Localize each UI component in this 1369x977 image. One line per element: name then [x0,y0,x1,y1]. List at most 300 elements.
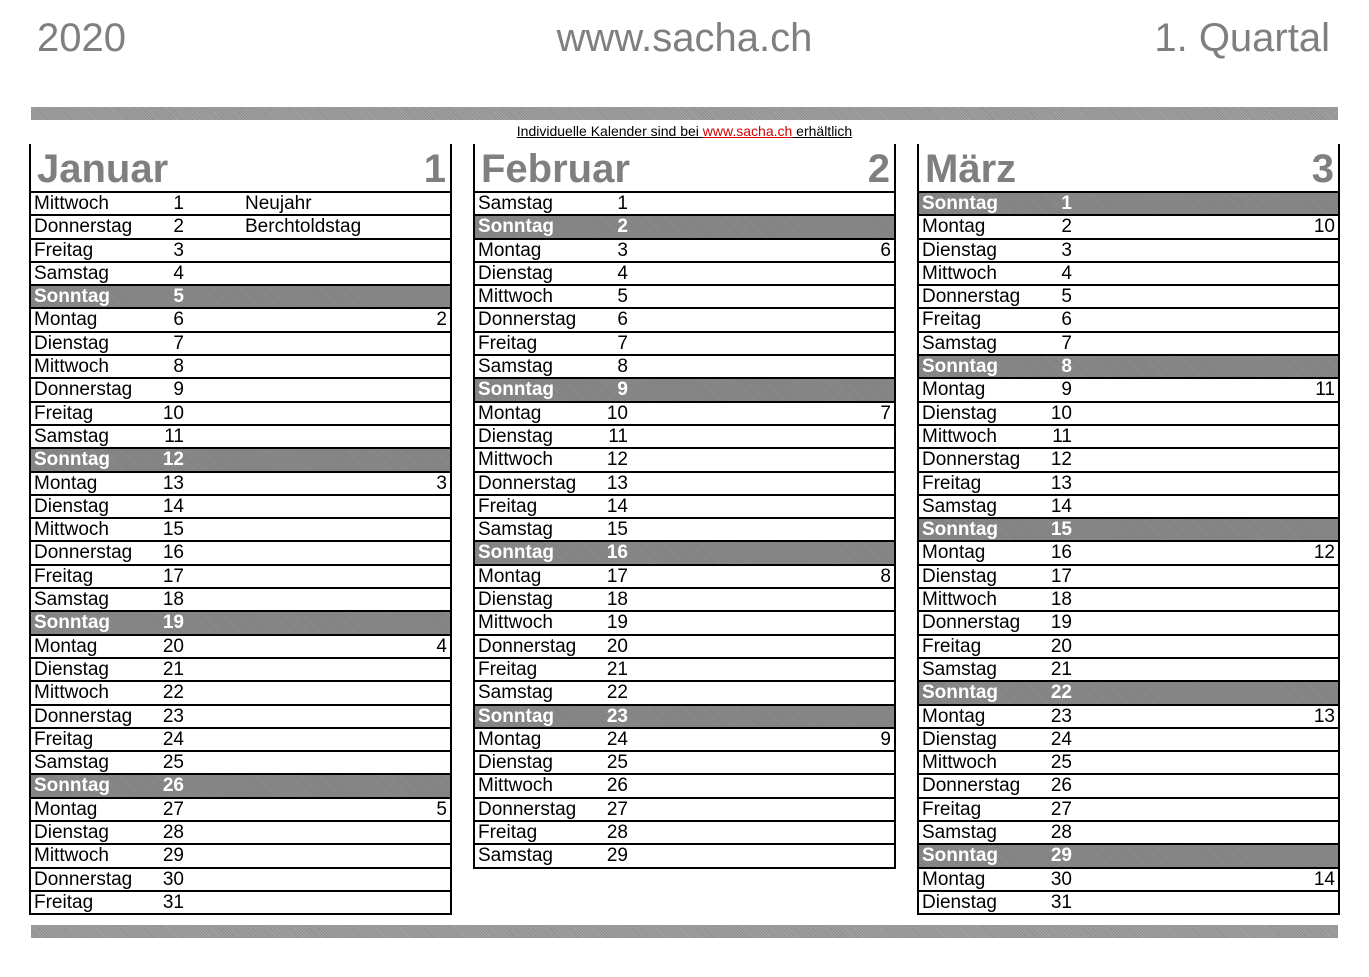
date-number: 18 [606,589,628,611]
weekday-label: Donnerstag [34,705,133,727]
date-number: 26 [606,775,628,797]
day-row [919,216,1338,239]
day-row [475,822,894,845]
holiday-note: Neujahr [245,193,312,214]
date-number: 23 [1050,705,1072,727]
week-number: 8 [880,565,891,587]
date-number: 26 [1050,775,1072,797]
day-row [919,240,1338,263]
day-row [475,473,894,496]
date-number: 6 [1061,309,1072,331]
day-row [475,845,894,868]
date-number: 31 [1050,891,1072,913]
day-row-sunday [919,519,1338,542]
month-number: 2 [867,147,890,191]
day-row [475,193,894,216]
date-number: 11 [1052,425,1072,447]
weekday-label: Freitag [478,495,538,517]
weekday-label: Donnerstag [922,449,1021,471]
date-number: 11 [164,425,184,447]
day-row [31,496,450,519]
date-number: 2 [1061,216,1072,238]
day-row [31,822,450,845]
weekday-label: Sonntag [922,845,998,867]
day-row [31,659,450,682]
site-title: www.sacha.ch [556,16,813,60]
week-number: 3 [436,472,447,494]
date-number: 22 [162,682,184,704]
weekday-label: Mittwoch [478,449,553,471]
date-number: 27 [606,798,628,820]
date-number: 24 [1050,728,1072,750]
date-number: 2 [617,216,628,238]
day-row [31,542,450,565]
weekday-label: Donnerstag [478,309,577,331]
date-number: 24 [162,728,184,750]
weekday-label: Montag [34,635,98,657]
weekday-label: Montag [478,565,542,587]
date-number: 15 [1050,519,1072,541]
date-number: 21 [1050,658,1072,680]
day-list [31,191,450,915]
week-number: 10 [1313,216,1335,238]
date-number: 19 [1050,612,1072,634]
day-row [475,799,894,822]
day-row-sunday [475,542,894,565]
day-row [475,589,894,612]
day-row [31,216,450,239]
date-number: 29 [606,845,628,867]
date-number: 4 [1061,262,1072,284]
day-row [31,729,450,752]
weekday-label: Sonntag [34,286,110,308]
date-number: 3 [173,239,184,261]
day-row [919,542,1338,565]
date-number: 5 [1061,286,1072,308]
weekday-label: Sonntag [922,682,998,704]
day-row-sunday [919,682,1338,705]
day-row [475,682,894,705]
weekday-label: Mittwoch [922,752,997,774]
weekday-label: Dienstag [922,891,997,913]
weekday-label: Mittwoch [478,286,553,308]
weekday-label: Sonntag [922,519,998,541]
day-row [919,612,1338,635]
date-number: 22 [1050,682,1072,704]
date-number: 2 [173,216,184,238]
weekday-label: Donnerstag [478,472,577,494]
weekday-label: Donnerstag [478,635,577,657]
weekday-label: Donnerstag [478,798,577,820]
date-number: 12 [606,449,628,471]
weekday-label: Freitag [34,565,94,587]
date-number: 26 [162,775,184,797]
weekday-label: Donnerstag [922,286,1021,308]
weekday-label: Sonntag [478,216,554,238]
date-number: 9 [173,379,184,401]
top-divider-bar [31,107,1338,120]
day-row [919,473,1338,496]
weekday-label: Mittwoch [922,425,997,447]
day-row [475,286,894,309]
weekday-label: Freitag [34,239,94,261]
weekday-label: Mittwoch [478,612,553,634]
weekday-label: Samstag [34,589,109,611]
week-number: 11 [1315,379,1335,401]
day-row [475,729,894,752]
day-row [31,845,450,868]
month-name: Januar [37,147,169,191]
date-number: 25 [606,752,628,774]
day-row-sunday [475,706,894,729]
day-row [475,496,894,519]
weekday-label: Samstag [478,193,553,214]
day-row-sunday [31,612,450,635]
weekday-label: Mittwoch [922,589,997,611]
date-number: 30 [162,868,184,890]
day-row [31,240,450,263]
day-row [31,309,450,332]
date-number: 14 [1050,495,1072,517]
weekday-label: Samstag [922,658,997,680]
month-maerz [917,144,1340,915]
day-row [475,519,894,542]
date-number: 15 [606,519,628,541]
date-number: 7 [617,332,628,354]
weekday-label: Freitag [34,891,94,913]
date-number: 6 [617,309,628,331]
day-row [31,892,450,915]
day-row-sunday [475,216,894,239]
day-row [31,356,450,379]
weekday-label: Mittwoch [34,193,109,214]
weekday-label: Mittwoch [34,356,109,378]
day-row [919,263,1338,286]
weekday-label: Donnerstag [34,216,133,238]
date-number: 27 [162,798,184,820]
weekday-label: Dienstag [34,495,109,517]
date-number: 9 [1061,379,1072,401]
weekday-label: Montag [34,309,98,331]
day-row [919,589,1338,612]
promo-notice [0,123,1369,139]
weekday-label: Montag [922,868,986,890]
weekday-label: Mittwoch [34,682,109,704]
date-number: 12 [162,449,184,471]
calendar-year: 2020 [37,16,126,60]
day-row [31,752,450,775]
month-header [919,144,1338,191]
weekday-label: Sonntag [34,449,110,471]
quarter-title: 1. Quartal [1154,16,1330,60]
date-number: 21 [606,658,628,680]
day-row-sunday [919,193,1338,216]
day-row-sunday [919,356,1338,379]
day-row [31,426,450,449]
date-number: 23 [162,705,184,727]
weekday-label: Freitag [34,402,94,424]
day-row [475,775,894,798]
weekday-label: Dienstag [478,262,553,284]
date-number: 25 [1050,752,1072,774]
month-header [475,144,894,191]
date-number: 22 [606,682,628,704]
day-row [475,566,894,589]
date-number: 7 [173,332,184,354]
month-name: Februar [481,147,630,191]
day-row [31,682,450,705]
week-number: 7 [880,402,891,424]
week-number: 14 [1313,868,1335,890]
day-row [31,379,450,402]
date-number: 7 [1061,332,1072,354]
date-number: 15 [162,519,184,541]
date-number: 11 [608,425,628,447]
date-number: 1 [1061,193,1072,214]
date-number: 12 [1050,449,1072,471]
day-row-sunday [31,286,450,309]
weekday-label: Samstag [922,495,997,517]
month-number: 3 [1311,147,1334,191]
day-row [919,729,1338,752]
weekday-label: Mittwoch [478,775,553,797]
day-row [31,706,450,729]
day-row [31,869,450,892]
day-row [475,636,894,659]
day-row [919,496,1338,519]
day-row [475,333,894,356]
date-number: 8 [1061,356,1072,378]
date-number: 10 [1050,402,1072,424]
date-number: 20 [606,635,628,657]
date-number: 13 [606,472,628,494]
weekday-label: Sonntag [922,193,998,214]
weekday-label: Freitag [922,798,982,820]
weekday-label: Donnerstag [922,612,1021,634]
weekday-label: Samstag [478,356,553,378]
month-name: März [925,147,1017,191]
date-number: 29 [1050,845,1072,867]
weekday-label: Samstag [478,519,553,541]
bottom-divider-bar [31,925,1338,938]
date-number: 4 [173,262,184,284]
weekday-label: Mittwoch [922,262,997,284]
weekday-label: Dienstag [478,752,553,774]
weekday-label: Dienstag [922,402,997,424]
weekday-label: Dienstag [478,425,553,447]
weekday-label: Freitag [478,332,538,354]
weekday-label: Montag [922,542,986,564]
date-number: 18 [1050,589,1072,611]
weekday-label: Montag [922,216,986,238]
weekday-label: Samstag [34,425,109,447]
weekday-label: Sonntag [34,612,110,634]
day-row-sunday [31,449,450,472]
weekday-label: Donnerstag [34,868,133,890]
weekday-label: Montag [478,728,542,750]
day-row [31,403,450,426]
date-number: 10 [162,402,184,424]
day-row [475,752,894,775]
date-number: 17 [162,565,184,587]
day-row [475,263,894,286]
weekday-label: Mittwoch [34,519,109,541]
day-row [919,822,1338,845]
day-row [919,403,1338,426]
day-row-sunday [475,379,894,402]
weekday-label: Freitag [478,822,538,844]
date-number: 13 [1050,472,1072,494]
day-row [919,449,1338,472]
date-number: 19 [606,612,628,634]
date-number: 23 [606,705,628,727]
date-number: 16 [1050,542,1072,564]
date-number: 30 [1050,868,1072,890]
weekday-label: Freitag [478,658,538,680]
weekday-label: Samstag [34,262,109,284]
day-row [475,426,894,449]
month-februar [473,144,896,869]
weekday-label: Montag [478,239,542,261]
weekday-label: Dienstag [478,589,553,611]
weekday-label: Samstag [922,332,997,354]
weekday-label: Donnerstag [34,379,133,401]
weekday-label: Samstag [478,845,553,867]
date-number: 14 [162,495,184,517]
weekday-label: Dienstag [922,565,997,587]
promo-link[interactable]: www.sacha.ch [702,123,793,139]
day-row [31,333,450,356]
date-number: 28 [162,822,184,844]
date-number: 3 [617,239,628,261]
date-number: 5 [173,286,184,308]
promo-text-pre: Individuelle Kalender sind bei [516,123,703,139]
weekday-label: Mittwoch [34,845,109,867]
weekday-label: Freitag [922,472,982,494]
weekday-label: Montag [922,705,986,727]
week-number: 5 [436,798,447,820]
date-number: 17 [606,565,628,587]
date-number: 8 [173,356,184,378]
day-row [31,263,450,286]
day-row [919,799,1338,822]
date-number: 10 [606,402,628,424]
weekday-label: Montag [922,379,986,401]
week-number: 13 [1313,705,1335,727]
promo-text-post: erhältlich [792,123,853,139]
week-number: 9 [880,728,891,750]
date-number: 17 [1050,565,1072,587]
month-januar [29,144,452,915]
weekday-label: Donnerstag [922,775,1021,797]
date-number: 1 [173,193,184,214]
weekday-label: Montag [478,402,542,424]
date-number: 21 [162,658,184,680]
date-number: 25 [162,752,184,774]
weekday-label: Sonntag [478,705,554,727]
date-number: 18 [162,589,184,611]
date-number: 20 [1050,635,1072,657]
day-row [31,566,450,589]
day-row [919,286,1338,309]
day-row [919,426,1338,449]
day-row [919,752,1338,775]
day-row [919,636,1338,659]
week-number: 2 [436,309,447,331]
date-number: 28 [1050,822,1072,844]
day-row [919,566,1338,589]
day-row [919,775,1338,798]
month-header [31,144,450,191]
date-number: 5 [617,286,628,308]
week-number: 12 [1313,542,1335,564]
date-number: 14 [606,495,628,517]
weekday-label: Freitag [922,635,982,657]
date-number: 31 [162,891,184,913]
date-number: 29 [162,845,184,867]
weekday-label: Montag [34,798,98,820]
date-number: 16 [162,542,184,564]
holiday-note: Berchtoldstag [245,216,362,238]
day-row [31,799,450,822]
weekday-label: Dienstag [922,728,997,750]
day-row [31,473,450,496]
day-list [475,191,894,869]
day-row [31,193,450,216]
date-number: 6 [173,309,184,331]
day-row [475,309,894,332]
day-row [31,519,450,542]
day-list [919,191,1338,915]
week-number: 6 [880,239,891,261]
weekday-label: Sonntag [478,379,554,401]
date-number: 20 [162,635,184,657]
weekday-label: Donnerstag [34,542,133,564]
day-row [919,379,1338,402]
weekday-label: Dienstag [34,332,109,354]
weekday-label: Freitag [922,309,982,331]
date-number: 28 [606,822,628,844]
date-number: 3 [1061,239,1072,261]
date-number: 24 [606,728,628,750]
date-number: 27 [1050,798,1072,820]
day-row [31,589,450,612]
day-row [919,659,1338,682]
date-number: 19 [162,612,184,634]
weekday-label: Sonntag [478,542,554,564]
date-number: 1 [617,193,628,214]
day-row [475,449,894,472]
weekday-label: Sonntag [922,356,998,378]
day-row [475,240,894,263]
weekday-label: Samstag [34,752,109,774]
weekday-label: Dienstag [34,822,109,844]
day-row [919,309,1338,332]
day-row [475,659,894,682]
month-number: 1 [423,147,446,191]
day-row [919,706,1338,729]
day-row-sunday [919,845,1338,868]
weekday-label: Freitag [34,728,94,750]
weekday-label: Montag [34,472,98,494]
day-row [475,356,894,379]
weekday-label: Dienstag [922,239,997,261]
day-row [919,869,1338,892]
date-number: 13 [162,472,184,494]
day-row [31,636,450,659]
day-row [919,333,1338,356]
day-row [919,892,1338,915]
